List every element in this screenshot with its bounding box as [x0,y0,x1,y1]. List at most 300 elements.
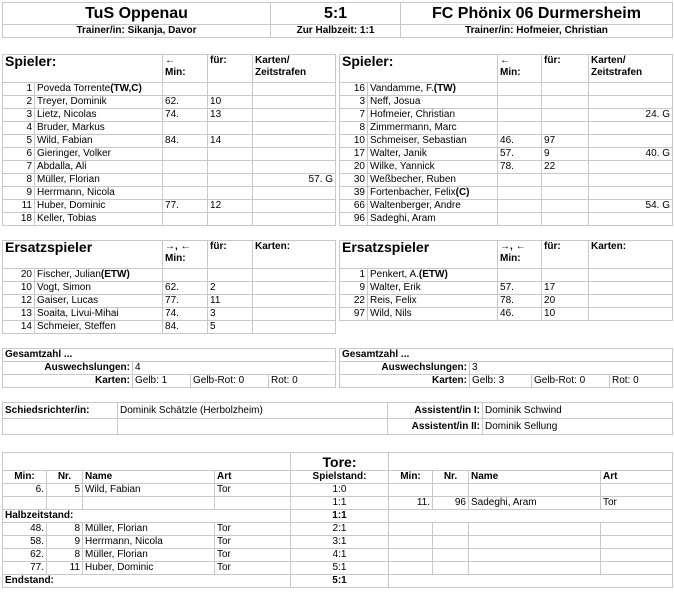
goal-min-heading: Min: [389,471,433,484]
card-entry [589,122,673,135]
sub-for-number [208,122,253,135]
player-number: 4 [3,122,35,135]
card-entry [589,269,673,282]
goal-name-heading: Name [83,471,215,484]
totals-label: Gesamtzahl ... [340,349,673,362]
empty-cell [389,510,673,523]
sub-minute [498,174,542,187]
sub-minute: 77. [163,200,208,213]
goal-row [3,497,673,510]
sub-for-number [208,187,253,200]
sub-minute [498,83,542,96]
player-role-tag: (TW,C) [110,83,142,94]
player-name: Zimmermann, Marc [368,122,498,135]
player-name: Keller, Tobias [35,213,163,226]
player-row [3,295,336,308]
player-number: 7 [3,161,35,174]
empty-cell [389,575,673,588]
home-team-name: TuS Oppenau [3,3,271,25]
cards-label: Karten: [340,375,470,388]
away-goal-scorer [469,484,601,497]
home-goal-type: Tor [215,549,291,562]
player-name: Herrmann, Nicola [35,187,163,200]
sub-minute: 84. [163,321,208,334]
player-row [3,321,336,334]
player-number: 6 [3,148,35,161]
player-name: Abdalla, Ali [35,161,163,174]
player-row [3,282,336,295]
player-name: Vandamme, F.(TW) [368,83,498,96]
player-name: Wild, Nils [368,308,498,321]
sub-minute: 57. [498,282,542,295]
player-number: 17 [340,148,368,161]
home-goal-type: Tor [215,536,291,549]
card-entry [589,174,673,187]
home-goal-scorer: Müller, Florian [83,549,215,562]
home-goal-minute: 77. [3,562,47,575]
sub-minute: 78. [498,295,542,308]
sub-for-number: 12 [208,200,253,213]
min-heading: ← Min: [163,55,208,83]
away-goal-number: 96 [433,497,469,510]
cards-label: Karten: [3,375,133,388]
running-score: 2:1 [291,523,389,536]
player-name: Walter, Janik [368,148,498,161]
goal-name-heading: Name [469,471,601,484]
ersatz-heading: Ersatzspieler [3,241,163,269]
away-goal-number [433,536,469,549]
home-goal-scorer: Huber, Dominic [83,562,215,575]
sub-for-number [208,174,253,187]
player-name: Waltenberger, Andre [368,200,498,213]
player-number: 11 [3,200,35,213]
sub-minute: 78. [498,161,542,174]
home-goal-type [215,497,291,510]
player-number: 30 [340,174,368,187]
card-entry [253,96,336,109]
player-number: 9 [340,282,368,295]
player-number: 97 [340,308,368,321]
assistant2-name: Dominik Sellung [483,419,673,435]
goal-nr-heading: Nr. [433,471,469,484]
goal-row [3,536,673,549]
sub-minute [163,174,208,187]
home-goal-number [47,497,83,510]
player-name: Penkert, A.(ETW) [368,269,498,282]
player-row [340,200,673,213]
player-name: Fischer, Julian(ETW) [35,269,163,282]
sub-for-number [542,83,589,96]
sub-minute: 57. [498,148,542,161]
player-name: Schmeiser, Sebastian [368,135,498,148]
player-row [340,122,673,135]
away-goal-number [433,549,469,562]
sub-minute: 74. [163,109,208,122]
halftime-score: Zur Halbzeit: 1:1 [271,25,401,38]
running-score: 5:1 [291,562,389,575]
sub-for-number: 17 [542,282,589,295]
away-goal-minute [389,484,433,497]
away-lineup-table [339,54,673,226]
player-name: Wild, Fabian [35,135,163,148]
player-number: 13 [3,308,35,321]
fuer-heading: für: [542,241,589,269]
sub-for-number [542,269,589,282]
away-goal-type [601,523,673,536]
player-number: 14 [3,321,35,334]
player-row [340,135,673,148]
sub-for-number [542,200,589,213]
away-goal-type [601,484,673,497]
sub-minute [163,161,208,174]
card-entry [253,295,336,308]
player-number: 39 [340,187,368,200]
card-entry [253,269,336,282]
away-team-name: FC Phönix 06 Durmersheim [401,3,673,25]
player-number: 3 [3,109,35,122]
sub-for-number: 11 [208,295,253,308]
sub-for-number: 10 [208,96,253,109]
player-row [340,109,673,122]
player-number: 1 [3,83,35,96]
player-number: 3 [340,96,368,109]
totals-label: Gesamtzahl ... [3,349,336,362]
player-name: Gaiser, Lucas [35,295,163,308]
card-entry [589,83,673,96]
home-goal-type: Tor [215,523,291,536]
player-number: 66 [340,200,368,213]
sub-for-number: 2 [208,282,253,295]
home-goal-scorer: Wild, Fabian [83,484,215,497]
home-subs-table [2,240,336,334]
card-entry [589,213,673,226]
player-name: Poveda Torrente(TW,C) [35,83,163,96]
halftime-label: Halbzeitstand: [3,510,291,523]
player-name: Wilke, Yannick [368,161,498,174]
sub-minute [498,269,542,282]
fuer-heading: für: [208,241,253,269]
sub-for-number [208,148,253,161]
player-number: 5 [3,135,35,148]
card-entry [589,282,673,295]
goal-art-heading: Art [215,471,291,484]
sub-for-number: 14 [208,135,253,148]
card-entry [589,308,673,321]
player-name: Vogt, Simon [35,282,163,295]
karten-heading: Karten: [253,241,336,269]
goals-table [2,452,673,588]
sub-for-number [542,109,589,122]
sub-minute [163,187,208,200]
final-score: 5:1 [271,3,401,25]
home-yellow-count: Gelb: 1 [133,375,191,388]
player-name: Soaita, Livui-Mihai [35,308,163,321]
home-goal-number: 8 [47,549,83,562]
player-row [3,174,336,187]
player-row [3,187,336,200]
player-number: 20 [3,269,35,282]
away-goal-scorer: Sadeghi, Aram [469,497,601,510]
player-row [340,187,673,200]
player-row [3,109,336,122]
sub-minute [498,109,542,122]
player-number: 10 [3,282,35,295]
player-number: 1 [340,269,368,282]
away-goal-number [433,484,469,497]
sub-minute [498,213,542,226]
karten-heading: Karten/ Zeitstrafen [589,55,673,83]
player-name: Hofmeier, Christian [368,109,498,122]
goal-nr-heading: Nr. [47,471,83,484]
match-header [2,2,673,38]
player-number: 20 [340,161,368,174]
sub-for-number [208,161,253,174]
referee-name: Dominik Schätzle (Herbolzheim) [118,403,388,419]
home-goal-number: 8 [47,523,83,536]
fuer-heading: für: [542,55,589,83]
player-number: 18 [3,213,35,226]
player-number: 10 [340,135,368,148]
sub-for-number [542,122,589,135]
spieler-heading: Spieler: [3,55,163,83]
home-lineup-table [2,54,336,226]
assistant1-name: Dominik Schwind [483,403,673,419]
card-entry [589,161,673,174]
sub-for-number [208,83,253,96]
player-number: 12 [3,295,35,308]
home-goal-number: 11 [47,562,83,575]
player-number: 16 [340,83,368,96]
sub-for-number: 5 [208,321,253,334]
card-entry [253,321,336,334]
player-row [340,269,673,282]
goal-row [3,484,673,497]
home-goal-type: Tor [215,562,291,575]
away-goal-type [601,562,673,575]
sub-minute [498,200,542,213]
card-entry [589,187,673,200]
player-name: Gieringer, Volker [35,148,163,161]
player-name: Schmeier, Steffen [35,321,163,334]
sub-minute [163,148,208,161]
card-entry: 57. G [253,174,336,187]
away-goal-minute: 11. [389,497,433,510]
card-entry [253,213,336,226]
player-name: Weßbecher, Ruben [368,174,498,187]
player-row [3,213,336,226]
sub-for-number: 22 [542,161,589,174]
home-goal-minute: 58. [3,536,47,549]
card-entry [253,308,336,321]
card-entry [589,96,673,109]
endstand-label: Endstand: [3,575,291,588]
sub-for-number: 97 [542,135,589,148]
officials-table [2,402,673,435]
player-name: Walter, Erik [368,282,498,295]
card-entry [253,200,336,213]
away-goal-minute [389,562,433,575]
away-red-count: Rot: 0 [610,375,673,388]
player-role-tag: (TW) [433,83,456,94]
player-row [3,96,336,109]
away-goal-type [601,536,673,549]
karten-heading: Karten/ Zeitstrafen [253,55,336,83]
player-row [3,308,336,321]
sub-minute [498,122,542,135]
player-number: 8 [340,122,368,135]
assistant2-label: Assistent/in II: [388,419,483,435]
home-trainer: Trainer/in: Sikanja, Davor [3,25,271,38]
endstand-row [3,575,673,588]
home-subs-count: 4 [133,362,336,375]
goal-row [3,523,673,536]
away-trainer: Trainer/in: Hofmeier, Christian [401,25,673,38]
fuer-heading: für: [208,55,253,83]
sub-for-number [542,174,589,187]
player-role-tag: (C) [455,187,470,198]
spieler-heading: Spieler: [340,55,498,83]
spielstand-heading: Spielstand: [291,471,389,484]
player-name: Neff, Josua [368,96,498,109]
sub-minute: 46. [498,308,542,321]
player-row [340,174,673,187]
sub-minute [163,269,208,282]
card-entry [253,83,336,96]
player-row [340,295,673,308]
away-goal-number [433,523,469,536]
running-score: 1:1 [291,497,389,510]
home-goal-number: 9 [47,536,83,549]
goal-min-heading: Min: [3,471,47,484]
sub-minute [498,187,542,200]
player-row [3,200,336,213]
player-row [340,308,673,321]
home-totals [2,348,336,388]
player-name: Treyer, Dominik [35,96,163,109]
home-goal-scorer: Herrmann, Nicola [83,536,215,549]
referee-label: Schiedsrichter/in: [3,403,118,419]
sub-min-heading: →, ← Min: [163,241,208,269]
player-row [340,282,673,295]
player-row [3,148,336,161]
home-goal-minute [3,497,47,510]
sub-minute [498,96,542,109]
away-yellow-count: Gelb: 3 [470,375,532,388]
sub-minute: 46. [498,135,542,148]
away-subs-count: 3 [470,362,673,375]
player-name: Sadeghi, Aram [368,213,498,226]
card-entry [253,135,336,148]
sub-for-number: 20 [542,295,589,308]
away-subs-table [339,240,673,321]
home-goal-number: 5 [47,484,83,497]
player-name: Reis, Felix [368,295,498,308]
card-entry [253,122,336,135]
player-row [340,213,673,226]
endstand-score-value: 5:1 [291,575,389,588]
player-row [3,122,336,135]
player-row [3,269,336,282]
away-goal-type [601,549,673,562]
sub-minute: 74. [163,308,208,321]
home-yellowred-count: Gelb-Rot: 0 [191,375,269,388]
goals-title: Tore: [291,453,389,471]
player-name: Fortenbacher, Felix(C) [368,187,498,200]
ersatz-heading: Ersatzspieler [340,241,498,269]
running-score: 4:1 [291,549,389,562]
sub-min-heading: →, ← Min: [498,241,542,269]
player-row [340,148,673,161]
away-goal-minute [389,536,433,549]
sub-minute [163,83,208,96]
player-number: 9 [3,187,35,200]
sub-for-number: 9 [542,148,589,161]
away-goal-scorer [469,549,601,562]
card-entry: 54. G [589,200,673,213]
player-number: 22 [340,295,368,308]
player-number: 2 [3,96,35,109]
card-entry [253,161,336,174]
card-entry [253,282,336,295]
subs-label: Auswechslungen: [340,362,470,375]
sub-for-number [542,213,589,226]
away-yellowred-count: Gelb-Rot: 0 [532,375,610,388]
away-goal-type: Tor [601,497,673,510]
player-row [340,83,673,96]
running-score: 1:0 [291,484,389,497]
player-number: 7 [340,109,368,122]
player-row [3,161,336,174]
home-goal-scorer: Müller, Florian [83,523,215,536]
assistant1-label: Assistent/in I: [388,403,483,419]
card-entry [589,295,673,308]
running-score: 3:1 [291,536,389,549]
sub-minute [163,122,208,135]
player-name: Bruder, Markus [35,122,163,135]
goal-row [3,549,673,562]
card-entry: 24. G [589,109,673,122]
home-goal-minute: 6. [3,484,47,497]
sub-for-number: 13 [208,109,253,122]
sub-for-number: 3 [208,308,253,321]
card-entry [589,135,673,148]
away-goal-minute [389,523,433,536]
sub-for-number [208,269,253,282]
player-number: 96 [340,213,368,226]
away-goal-scorer [469,562,601,575]
sub-for-number [208,213,253,226]
away-goal-minute [389,549,433,562]
home-goal-minute: 48. [3,523,47,536]
player-row [340,96,673,109]
player-role-tag: (ETW) [418,269,448,280]
away-goal-scorer [469,523,601,536]
player-number: 8 [3,174,35,187]
card-entry: 40. G [589,148,673,161]
away-goal-number [433,562,469,575]
sub-minute: 84. [163,135,208,148]
player-role-tag: (ETW) [100,269,130,280]
card-entry [253,187,336,200]
halftime-score-value: 1:1 [291,510,389,523]
sub-for-number: 10 [542,308,589,321]
goal-row [3,562,673,575]
away-totals [339,348,673,388]
card-entry [253,148,336,161]
home-goal-scorer [83,497,215,510]
away-goal-scorer [469,536,601,549]
player-row [3,83,336,96]
